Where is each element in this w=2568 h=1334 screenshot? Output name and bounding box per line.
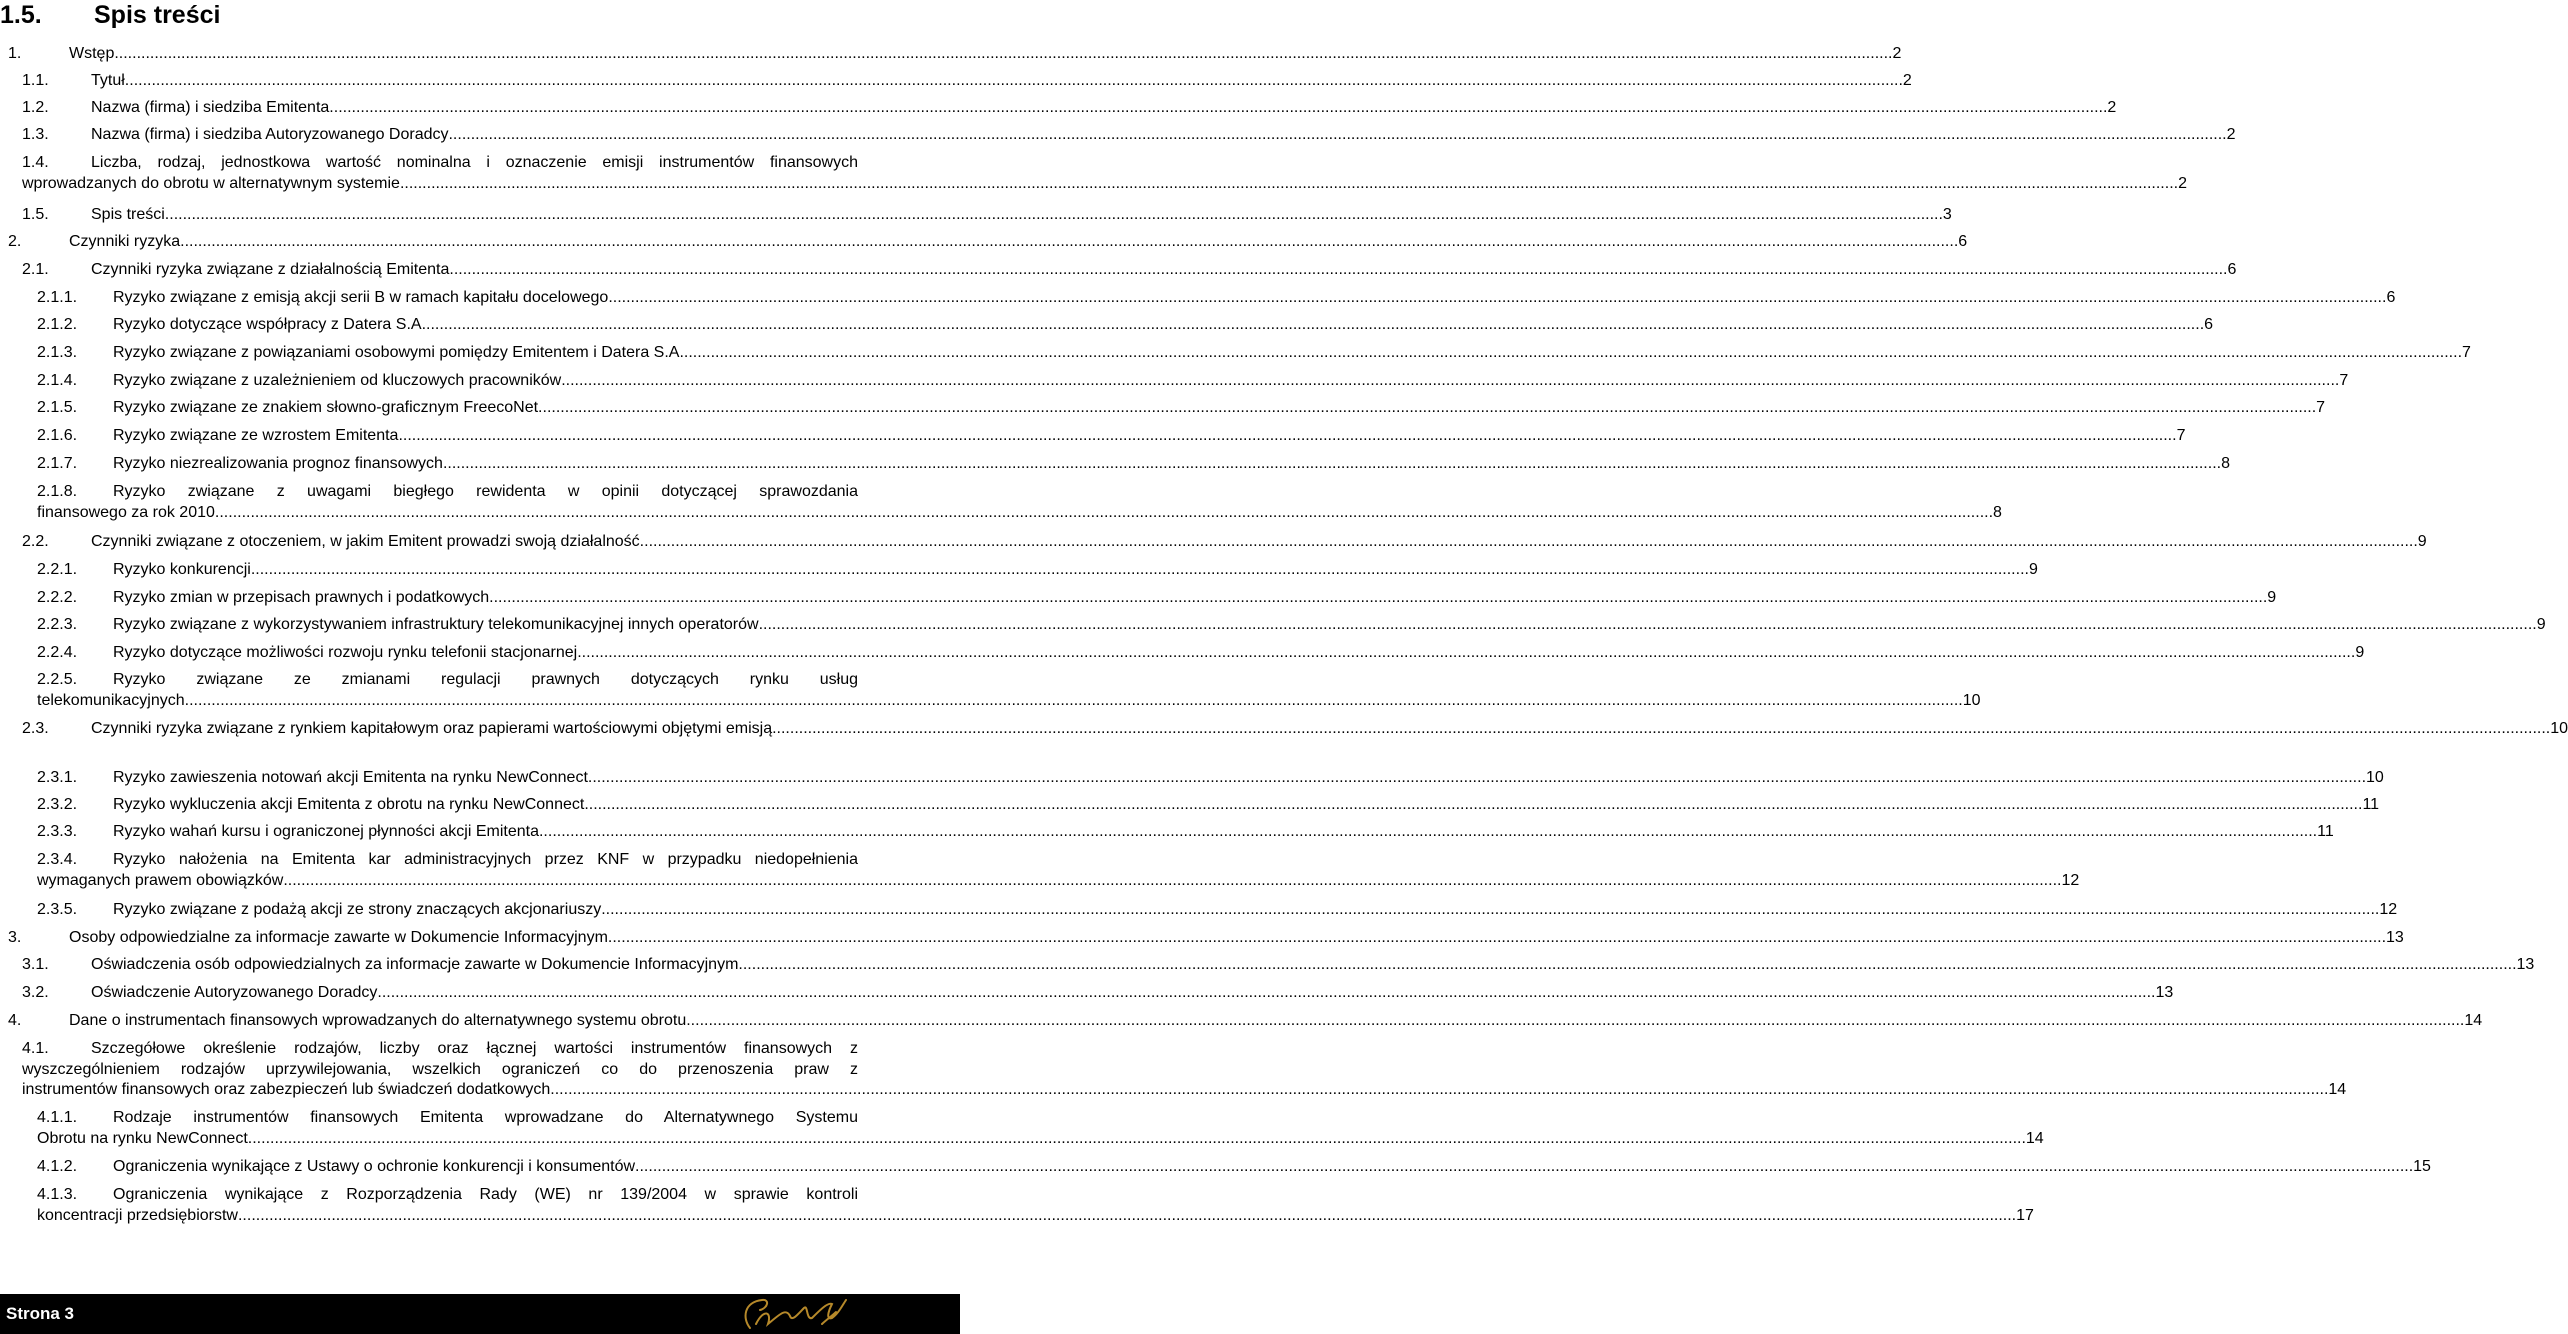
toc-entry-title: Osoby odpowiedzialne za informacje zawarte w Dokumencie Informacyjnym bbox=[69, 929, 608, 946]
toc-entry-title: Ryzyko związane z uzależnieniem od kluczowych pracowników bbox=[113, 372, 562, 389]
toc-leader-dots: ................................................................................................................................................................................................................................................................................................................................................................................................................ bbox=[538, 823, 2318, 840]
toc-entry-title: telekomunikacyjnych bbox=[37, 691, 185, 709]
toc-entry-title: Ryzyko wahań kursu i ograniczonej płynności akcji Emitenta bbox=[113, 823, 539, 840]
toc-leader-dots: ................................................................................................................................................................................................................................................................................................................................................................................................................ bbox=[164, 206, 1943, 223]
toc-leader-dots: ................................................................................................................................................................................................................................................................................................................................................................................................................ bbox=[601, 901, 2380, 918]
signature-image bbox=[728, 1294, 858, 1334]
toc-leader-dots: ................................................................................................................................................................................................................................................................................................................................................................................................................ bbox=[250, 561, 2029, 578]
toc-page-number: 3 bbox=[1942, 206, 1952, 223]
toc-leader-dots: ................................................................................................................................................................................................................................................................................................................................................................................................................ bbox=[449, 261, 2228, 278]
toc-entry-number: 3.1. bbox=[22, 956, 49, 973]
toc-leader-dots: ................................................................................................................................................................................................................................................................................................................................................................................................................ bbox=[686, 1012, 2465, 1029]
toc-entry-title: Ryzyko związane ze wzrostem Emitenta bbox=[113, 427, 399, 444]
toc-leader-dots: ................................................................................................................................................................................................................................................................................................................................................................................................................ bbox=[329, 99, 2108, 116]
toc-leader-dots: ................................................................................................................................................................................................................................................................................................................................................................................................................ bbox=[635, 1158, 2414, 1175]
toc-page-number: 14 bbox=[2025, 1129, 2044, 1147]
toc-page-number: 9 bbox=[2536, 616, 2546, 633]
toc-page-number: 14 bbox=[2464, 1012, 2483, 1029]
toc-entry-number: 2.1.1. bbox=[37, 289, 78, 306]
toc-entry-number: 2.1.2. bbox=[37, 316, 78, 333]
toc-entry-number: 1. bbox=[8, 45, 22, 62]
toc-page-number: 13 bbox=[2386, 929, 2404, 946]
toc-leader-dots: ................................................................................................................................................................................................................................................................................................................................................................................................................ bbox=[608, 289, 2387, 306]
toc-entry-number: 2.3.4. bbox=[37, 851, 78, 868]
toc-leader-dots: ................................................................................................................................................................................................................................................................................................................................................................................................................ bbox=[124, 72, 1903, 89]
toc-page-number: 12 bbox=[2379, 901, 2398, 918]
toc-leader-dots: ................................................................................................................................................................................................................................................................................................................................................................................................................ bbox=[184, 691, 1963, 709]
page-footer bbox=[0, 1294, 960, 1334]
toc-entry-title: Ryzyko związane ze znakiem słowno-graficznym FreecoNet bbox=[113, 399, 539, 416]
toc-page-number: 6 bbox=[2227, 261, 2237, 278]
toc-leader-dots: ................................................................................................................................................................................................................................................................................................................................................................................................................ bbox=[442, 455, 2222, 472]
toc-entry-number: 1.4. bbox=[22, 154, 49, 171]
toc-page-number: 6 bbox=[1958, 233, 1968, 250]
toc-leader-dots: ................................................................................................................................................................................................................................................................................................................................................................................................................ bbox=[114, 45, 1893, 62]
toc-page-number: 2 bbox=[2107, 99, 2117, 116]
toc-entry-title: instrumentów finansowych oraz zabezpieczeń lub świadczeń dodatkowych bbox=[22, 1081, 551, 1098]
toc-leader-dots: ................................................................................................................................................................................................................................................................................................................................................................................................................ bbox=[639, 533, 2418, 550]
toc-page-number: 6 bbox=[2204, 316, 2214, 333]
toc-leader-dots: ................................................................................................................................................................................................................................................................................................................................................................................................................ bbox=[577, 644, 2356, 661]
toc-leader-dots: ................................................................................................................................................................................................................................................................................................................................................................................................................ bbox=[398, 427, 2177, 444]
toc-entry-number: 2.1.7. bbox=[37, 455, 78, 472]
toc-entry-title: Ryzyko zmian w przepisach prawnych i podatkowych bbox=[113, 589, 490, 606]
toc-entry-title: Rodzaje instrumentów finansowych Emitenta wprowadzane do Alternatywnego Systemu bbox=[113, 1109, 858, 1126]
toc-entry-title: Ryzyko dotyczące możliwości rozwoju rynku telefonii stacjonarnej bbox=[113, 644, 578, 661]
toc-leader-dots: ................................................................................................................................................................................................................................................................................................................................................................................................................ bbox=[377, 984, 2156, 1001]
toc-page-number: 2 bbox=[2178, 174, 2187, 192]
toc-entry-title: Ryzyko związane z podażą akcji ze strony znaczących akcjonariuszy bbox=[113, 901, 602, 918]
toc-entry-number: 3.2. bbox=[22, 984, 49, 1001]
toc-leader-dots: ................................................................................................................................................................................................................................................................................................................................................................................................................ bbox=[683, 344, 2463, 361]
toc-entry-title: Spis treści bbox=[91, 206, 165, 223]
toc-page-number: 8 bbox=[2221, 455, 2230, 472]
toc-entry-number: 2.2. bbox=[22, 533, 49, 550]
toc-entry-title: wymaganych prawem obowiązków bbox=[37, 871, 284, 889]
toc-entry-title: Ryzyko związane z uwagami biegłego rewidenta w opinii dotyczącej sprawozdania bbox=[113, 483, 858, 500]
toc-entry-title: wyszczególnieniem rodzajów uprzywilejowania, wszelkich ograniczeń co do przenoszenia praw z bbox=[22, 1060, 858, 1078]
toc-entry-number: 2.2.4. bbox=[37, 644, 78, 661]
toc-entry-number: 2.3. bbox=[22, 720, 49, 737]
toc-entry-title: Ryzyko konkurencji bbox=[113, 561, 251, 578]
toc-page-number: 8 bbox=[1993, 503, 2002, 521]
toc-entry-title: Czynniki ryzyka związane z rynkiem kapitałowym oraz papierami wartościowymi objętymi emisją bbox=[91, 720, 773, 737]
toc-entry-number: 2.3.3. bbox=[37, 823, 78, 840]
toc-page-number: 2 bbox=[1902, 72, 1912, 89]
toc-entry-number: 2.1.5. bbox=[37, 399, 78, 416]
toc-leader-dots: ................................................................................................................................................................................................................................................................................................................................................................................................................ bbox=[247, 1129, 2026, 1147]
toc-leader-dots: ................................................................................................................................................................................................................................................................................................................................................................................................................ bbox=[550, 1081, 2329, 1098]
toc-entry-number: 4.1.2. bbox=[37, 1158, 78, 1175]
toc-leader-dots: ................................................................................................................................................................................................................................................................................................................................................................................................................ bbox=[283, 871, 2062, 889]
toc-entry-title: Ryzyko związane z powiązaniami osobowymi pomiędzy Emitentem i Datera S.A. bbox=[113, 344, 684, 361]
toc-entry-title: Oświadczenie Autoryzowanego Doradcy bbox=[91, 984, 378, 1001]
toc-page-number: 17 bbox=[2016, 1206, 2034, 1224]
toc-entry-number: 1.3. bbox=[22, 126, 49, 143]
toc-entry-number: 2.1.4. bbox=[37, 372, 78, 389]
toc-entry-number: 2.3.2. bbox=[37, 796, 78, 813]
toc-page-number: 6 bbox=[2386, 289, 2396, 306]
toc-page-number: 11 bbox=[2362, 796, 2380, 813]
toc-page-number: 2 bbox=[1892, 45, 1902, 62]
toc-entry-title: Czynniki ryzyka bbox=[69, 233, 181, 250]
toc-entry-title: Ryzyko związane z wykorzystywaniem infrastruktury telekomunikacyjnej innych operatorów bbox=[113, 616, 759, 633]
toc-entry-title: Ograniczenia wynikające z Ustawy o ochronie konkurencji i konsumentów bbox=[113, 1158, 636, 1175]
toc-leader-dots: ................................................................................................................................................................................................................................................................................................................................................................................................................ bbox=[214, 503, 1994, 521]
toc-leader-dots: ................................................................................................................................................................................................................................................................................................................................................................................................................ bbox=[607, 929, 2387, 946]
toc-entry-title: Liczba, rodzaj, jednostkowa wartość nominalna i oznaczenie emisji instrumentów finansowych bbox=[91, 154, 858, 171]
toc-entry-number: 2.2.1. bbox=[37, 561, 78, 578]
toc-page-number: 14 bbox=[2328, 1081, 2347, 1098]
toc-entry-title: koncentracji przedsiębiorstw bbox=[37, 1206, 238, 1224]
toc-entry-title: wprowadzanych do obrotu w alternatywnym systemie bbox=[22, 174, 400, 192]
toc-entry-title: Obrotu na rynku NewConnect bbox=[37, 1129, 248, 1147]
toc-entry-number: 1.1. bbox=[22, 72, 49, 89]
toc-page-number: 7 bbox=[2339, 372, 2349, 389]
toc-leader-dots: ................................................................................................................................................................................................................................................................................................................................................................................................................ bbox=[738, 956, 2517, 973]
toc-entry-title: Szczegółowe określenie rodzajów, liczby oraz łącznej wartości instrumentów finansowych z bbox=[91, 1040, 858, 1057]
heading-number: 1.5. bbox=[0, 1, 42, 29]
toc-page-number: 2 bbox=[2226, 126, 2236, 143]
toc-entry-title: Oświadczenia osób odpowiedzialnych za informacje zawarte w Dokumencie Informacyjnym bbox=[91, 956, 739, 973]
toc-leader-dots: ................................................................................................................................................................................................................................................................................................................................................................................................................ bbox=[758, 616, 2537, 633]
toc-page-number: 9 bbox=[2028, 561, 2038, 578]
toc-page-number: 13 bbox=[2155, 984, 2174, 1001]
toc-entry-number: 3. bbox=[8, 929, 22, 946]
toc-entry-title: Ryzyko dotyczące współpracy z Datera S.A. bbox=[113, 316, 427, 333]
toc-entry-title: Czynniki związane z otoczeniem, w jakim Emitent prowadzi swoją działalność bbox=[91, 533, 640, 550]
toc-page-number: 9 bbox=[2417, 533, 2427, 550]
toc-leader-dots: ................................................................................................................................................................................................................................................................................................................................................................................................................ bbox=[538, 399, 2317, 416]
toc-entry-number: 1.2. bbox=[22, 99, 49, 116]
toc-entry-number: 2.2.2. bbox=[37, 589, 78, 606]
toc-page-number: 9 bbox=[2267, 589, 2277, 606]
toc-leader-dots: ................................................................................................................................................................................................................................................................................................................................................................................................................ bbox=[587, 769, 2367, 786]
toc-entry-title: Tytuł bbox=[91, 72, 125, 89]
toc-entry-number: 4.1. bbox=[22, 1040, 49, 1057]
toc-entry-title: Nazwa (firma) i siedziba Autoryzowanego Doradcy bbox=[91, 126, 449, 143]
toc-entry-number: 2.3.5. bbox=[37, 901, 78, 918]
heading-title: Spis treści bbox=[94, 1, 221, 29]
toc-entry-number: 4.1.3. bbox=[37, 1186, 78, 1203]
toc-page-number: 10 bbox=[1962, 691, 1981, 709]
toc-leader-dots: ................................................................................................................................................................................................................................................................................................................................................................................................................ bbox=[448, 126, 2227, 143]
toc-leader-dots: ................................................................................................................................................................................................................................................................................................................................................................................................................ bbox=[489, 589, 2268, 606]
toc-page-number: 11 bbox=[2317, 823, 2334, 840]
toc-entry-title: Ryzyko zawieszenia notowań akcji Emitenta na rynku NewConnect bbox=[113, 769, 588, 786]
toc-entry-title: Czynniki ryzyka związane z działalnością Emitenta bbox=[91, 261, 450, 278]
toc-entry-title: Dane o instrumentach finansowych wprowadzanych do alternatywnego systemu obrotu bbox=[69, 1012, 687, 1029]
toc-entry-number: 2.1. bbox=[22, 261, 49, 278]
toc-entry-title: Ograniczenia wynikające z Rozporządzenia Rady (WE) nr 139/2004 w sprawie kontroli bbox=[113, 1186, 858, 1203]
toc-entry-title: Ryzyko niezrealizowania prognoz finansowych bbox=[113, 455, 443, 472]
toc-leader-dots: ................................................................................................................................................................................................................................................................................................................................................................................................................ bbox=[772, 720, 2551, 737]
toc-page-number: 7 bbox=[2176, 427, 2186, 444]
toc-leader-dots: ................................................................................................................................................................................................................................................................................................................................................................................................................ bbox=[180, 233, 1959, 250]
toc-entry-title: Nazwa (firma) i siedziba Emitenta bbox=[91, 99, 330, 116]
toc-leader-dots: ................................................................................................................................................................................................................................................................................................................................................................................................................ bbox=[426, 316, 2205, 333]
toc-entry-title: Ryzyko wykluczenia akcji Emitenta z obrotu na rynku NewConnect bbox=[113, 796, 585, 813]
toc-entry-title: Ryzyko związane ze zmianami regulacji prawnych dotyczących rynku usług bbox=[113, 671, 858, 688]
toc-entry-number: 2. bbox=[8, 233, 22, 250]
page-number-label: Strona 3 bbox=[6, 1304, 75, 1323]
toc-entry-title: Ryzyko nałożenia na Emitenta kar administracyjnych przez KNF w przypadku niedopełnienia bbox=[113, 851, 858, 868]
toc-page-number: 13 bbox=[2516, 956, 2535, 973]
toc-entry-number: 2.2.3. bbox=[37, 616, 78, 633]
toc-entry-number: 2.3.1. bbox=[37, 769, 78, 786]
toc-page-number: 7 bbox=[2316, 399, 2326, 416]
toc-entry-title: Wstęp bbox=[69, 45, 115, 62]
toc-page-number: 15 bbox=[2413, 1158, 2431, 1175]
toc-page-number: 12 bbox=[2061, 871, 2080, 889]
toc-leader-dots: ................................................................................................................................................................................................................................................................................................................................................................................................................ bbox=[237, 1206, 2017, 1224]
toc-entry-title: finansowego za rok 2010 bbox=[37, 503, 215, 521]
toc-page-number: 10 bbox=[2550, 720, 2568, 737]
toc-page-number: 10 bbox=[2366, 769, 2384, 786]
toc-leader-dots: ................................................................................................................................................................................................................................................................................................................................................................................................................ bbox=[399, 174, 2179, 192]
toc-entry-title: Ryzyko związane z emisją akcji serii B w ramach kapitału docelowego bbox=[113, 289, 609, 306]
toc-entry-number: 2.1.8. bbox=[37, 483, 78, 500]
toc-entry-number: 1.5. bbox=[22, 206, 49, 223]
toc-entry-number: 2.1.6. bbox=[37, 427, 78, 444]
toc-entry-number: 4. bbox=[8, 1012, 22, 1029]
toc-page-number: 9 bbox=[2355, 644, 2365, 661]
toc-entry-number: 4.1.1. bbox=[37, 1109, 78, 1126]
toc-leader-dots: ................................................................................................................................................................................................................................................................................................................................................................................................................ bbox=[561, 372, 2340, 389]
toc-page-number: 7 bbox=[2462, 344, 2471, 361]
toc-leader-dots: ................................................................................................................................................................................................................................................................................................................................................................................................................ bbox=[584, 796, 2363, 813]
toc-entry-number: 2.2.5. bbox=[37, 671, 78, 688]
toc-entry-number: 2.1.3. bbox=[37, 344, 78, 361]
